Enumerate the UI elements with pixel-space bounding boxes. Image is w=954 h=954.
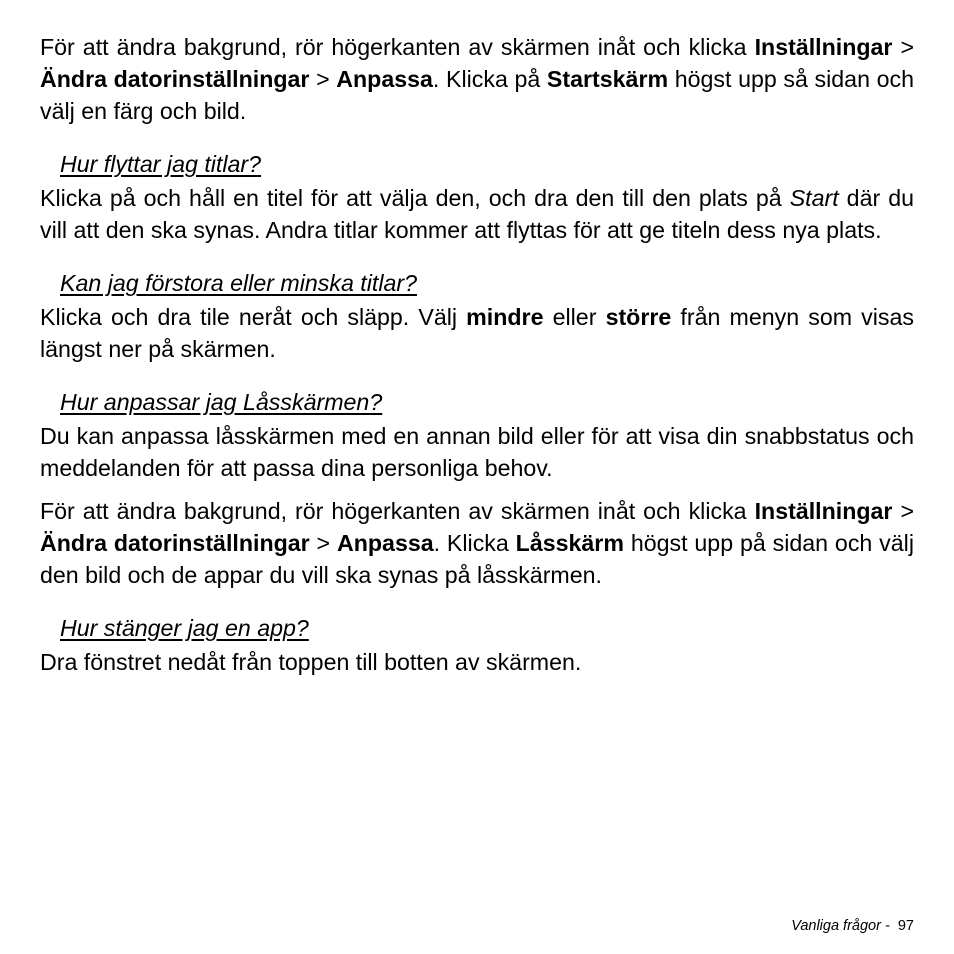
- text-run: >: [309, 530, 337, 556]
- paragraph-move-tiles: [40, 182, 914, 246]
- text-run: högst upp på sidan och välj den bild och de appar du vill ska synas på låsskärmen.: [40, 530, 914, 588]
- question-heading-resize-tiles: Kan jag förstora eller minska titlar?: [60, 270, 417, 296]
- text-run: Klicka och dra tile neråt och släpp. Välj: [40, 304, 467, 330]
- bold-term-anpassa: Anpassa: [336, 530, 434, 556]
- text-run: högst upp så sidan och välj en färg och bild.: [40, 66, 914, 124]
- paragraph-lockscreen-background: [40, 495, 914, 591]
- question-heading-close-app: Hur stänger jag en app?: [60, 615, 309, 641]
- text-run: . Klicka på: [432, 66, 547, 92]
- bold-term-andra-datorinstallningar: Ändra datorinställningar: [40, 530, 310, 556]
- text-run: . Klicka: [433, 530, 516, 556]
- bold-term-lasskarm: Låsskärm: [515, 530, 624, 556]
- paragraph-background-startscreen: [40, 31, 914, 127]
- page-number: 97: [893, 918, 914, 934]
- text-run: >: [309, 66, 337, 92]
- bold-term-startskarm: Startskärm: [546, 66, 669, 92]
- footer-section-label: Vanliga frågor -: [791, 918, 894, 934]
- page-footer: [791, 918, 914, 934]
- bold-term-storre: större: [605, 304, 672, 330]
- bold-term-andra-datorinstallningar: Ändra datorinställningar: [40, 66, 310, 92]
- document-body: [40, 31, 914, 689]
- text-run: från menyn som visas längst ner på skärmen.: [40, 304, 914, 362]
- question-heading-customize-lockscreen: Hur anpassar jag Låsskärmen?: [60, 389, 383, 415]
- italic-term-start: Start: [789, 185, 839, 211]
- text-run: >: [892, 498, 915, 524]
- question-heading-move-tiles: Hur flyttar jag titlar?: [60, 151, 262, 177]
- paragraph-resize-tiles: [40, 301, 914, 365]
- text-run: För att ändra bakgrund, rör högerkanten av skärmen inåt och klicka: [40, 498, 755, 524]
- bold-term-mindre: mindre: [466, 304, 544, 330]
- bold-term-installningar: Inställningar: [754, 34, 893, 60]
- text-run: där du vill att den ska synas. Andra titlar kommer att flyttas för att ge titeln dess nya plats.: [40, 185, 914, 243]
- paragraph-lockscreen-intro: Du kan anpassa låsskärmen med en annan bild eller för att visa din snabbstatus och meddelanden för att passa dina personliga behov.: [40, 423, 914, 481]
- bold-term-anpassa: Anpassa: [336, 66, 433, 92]
- paragraph-close-app: Dra fönstret nedåt från toppen till botten av skärmen.: [40, 649, 582, 675]
- text-run: eller: [543, 304, 606, 330]
- text-run: För att ändra bakgrund, rör högerkanten av skärmen inåt och klicka: [40, 34, 755, 60]
- text-run: >: [892, 34, 915, 60]
- text-run: Klicka på och håll en titel för att välja den, och dra den till den plats på: [40, 185, 790, 211]
- bold-term-installningar: Inställningar: [754, 498, 893, 524]
